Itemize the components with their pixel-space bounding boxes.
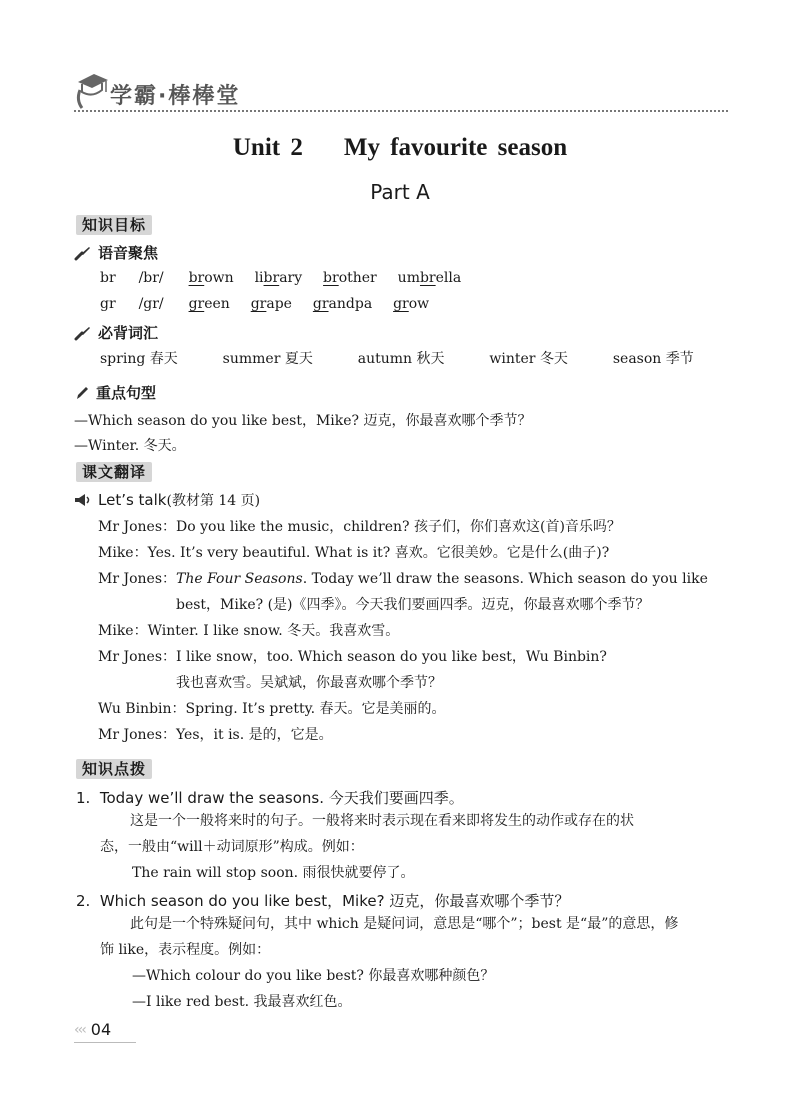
point-1-title: 1. Today we’ll draw the seasons. 今天我们要画四季。 [76,789,464,807]
sentences-heading-label: 重点句型 [96,384,157,402]
brand-text: 学霸·棒棒堂 [110,84,241,109]
sentences-heading [74,382,156,403]
dialogue-text: Yes，it is. 是的，它是。 [176,727,333,743]
phonics-heading-label: 语音聚焦 [98,244,159,262]
phonics-word: brother [323,270,377,286]
dialogue-line [98,542,609,562]
point-2-example-a: —I like red best. 我最喜欢红色。 [132,994,352,1010]
talk-heading [74,490,260,510]
phonics-pattern: gr [100,296,116,312]
phonics-sound: /br/ [138,270,164,286]
vocab-item: spring 春天 [100,351,178,367]
point-2-example-q: —Which colour do you like best? 你最喜欢哪种颜色？ [132,968,495,984]
dialogue-line [98,698,446,718]
dialogue-text: Yes. It’s very beautiful. What is it? 喜欢。它很美妙。它是什么(曲子)? [147,545,610,561]
phonics-sound: /gr/ [138,296,164,312]
dialogue-line [98,620,399,640]
dialogue-line [98,568,726,588]
vocab-item: winter 冬天 [489,351,568,367]
page-subtitle: Part A [370,180,430,204]
dialogue-text: . Today we’ll draw the seasons. Which season do you like [302,571,708,587]
page-title: Unit 2 My favourite season [232,134,568,161]
point-2-title: 2. Which season do you like best，Mike? 迈克，你最喜欢哪个季节？ [76,892,570,910]
pen-icon [74,385,90,401]
phonics-br-row [100,270,461,286]
chevrons-left-icon: ‹‹‹ [74,1021,85,1038]
dialogue-speaker: Mike： [98,545,148,561]
section-tag-translation: 课文翻译 [76,462,152,482]
section-points [76,758,152,779]
point-1-body-line2: 态，一般由“will＋动词原形”构成。例如： [100,839,364,855]
brush-icon [74,245,92,261]
dialogue-speaker: Mr Jones： [98,519,177,535]
phonics-heading [74,242,158,263]
phonics-word: green [188,296,230,312]
dialogue-speaker: Mr Jones： [98,727,177,743]
dialogue-line [98,724,333,744]
section-translation [76,461,152,482]
phonics-word: grape [250,296,292,312]
phonics-word: grow [393,296,430,312]
section-tag-points: 知识点拨 [76,759,152,779]
phonics-word: brown [188,270,234,286]
vocab-heading [74,322,158,343]
vocab-item: season 季节 [612,351,694,367]
phonics-pattern: br [100,270,116,286]
phonics-gr-row [100,296,429,312]
vocab-row [100,348,720,368]
dialogue-text: Winter. I like snow. 冬天。我喜欢雪。 [147,623,400,639]
dialogue-text: 我也喜欢雪。吴斌斌，你最喜欢哪个季节？ [176,675,442,691]
dialogue-line [176,672,442,692]
dialogue-title-italic: The Four Seasons [176,571,303,587]
dialogue-line [176,594,650,614]
vocab-item: autumn 秋天 [357,351,445,367]
graduation-cap-icon [74,70,108,110]
dialogue-text: best，Mike? (是)《四季》。今天我们要画四季。迈克，你最喜欢哪个季节？ [176,597,650,613]
page-number [74,1020,111,1039]
header-divider [74,110,728,112]
section-tag-goals: 知识目标 [76,215,152,235]
phonics-word: umbrella [397,270,462,286]
dialogue-speaker: Mr Jones： [98,571,177,587]
brush-icon [74,325,92,341]
page-number-label: 04 [90,1020,112,1039]
talk-label: Let’s talk [98,491,167,509]
phonics-word: grandpa [312,296,373,312]
dialogue-speaker: Mr Jones： [98,649,177,665]
dialogue-text: Do you like the music，children? 孩子们，你们喜欢这(首)音乐吗？ [176,519,621,535]
point-2-body-line1: 此句是一个特殊疑问句，其中 which 是疑问词，意思是“哪个”；best 是“最”的意思，修 [130,916,679,932]
section-goals [76,214,152,235]
point-1-example: The rain will stop soon. 雨很快就要停了。 [132,865,415,881]
dialogue-line [98,646,607,666]
dialogue-text: Spring. It’s pretty. 春天。它是美丽的。 [185,701,446,717]
key-sentence-q: —Which season do you like best，Mike? 迈克，你最喜欢哪个季节？ [74,413,532,429]
vocab-item: summer 夏天 [222,351,313,367]
dialogue-speaker: Wu Binbin： [98,701,186,717]
dialogue-text: I like snow，too. Which season do you like best，Wu Binbin? [176,649,607,665]
talk-ref: (教材第 14 页) [166,493,261,509]
key-sentence-a: —Winter. 冬天。 [74,438,186,454]
phonics-word: library [254,270,303,286]
speaker-icon [74,493,92,507]
point-1-body-line1: 这是一个一般将来时的句子。一般将来时表示现在看来即将发生的动作或存在的状 [130,813,634,829]
brand-header [74,66,240,110]
dialogue-speaker: Mike： [98,623,148,639]
point-2-body-line2: 饰 like，表示程度。例如： [100,942,271,958]
vocab-heading-label: 必背词汇 [98,324,159,342]
dialogue-line [98,516,621,536]
